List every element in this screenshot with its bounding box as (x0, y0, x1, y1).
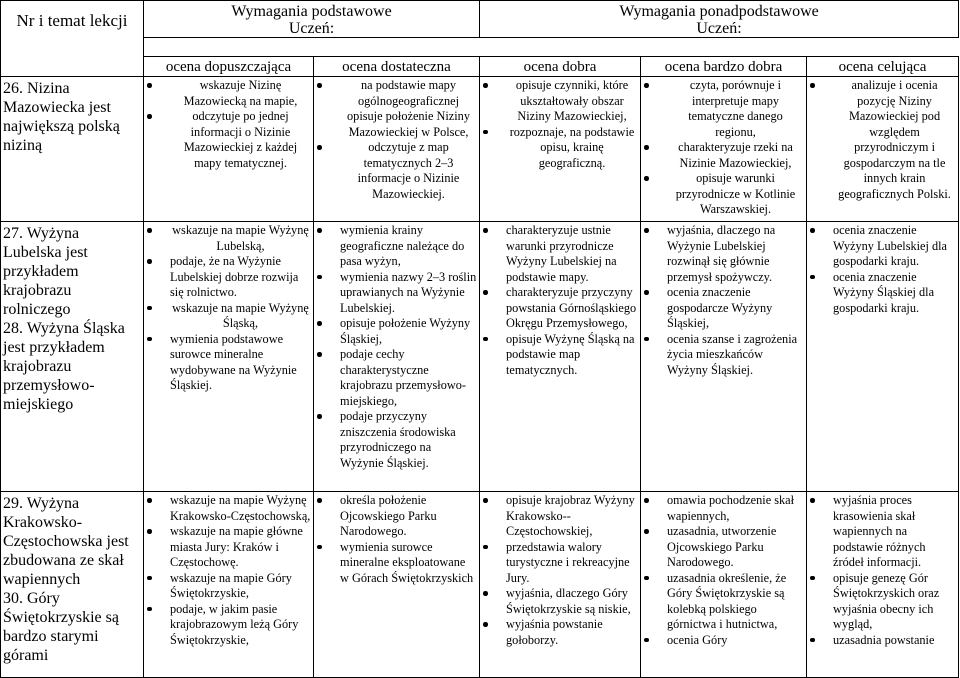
grade-header-dostateczna: ocena dostateczna (314, 57, 480, 77)
requirement-cell (641, 222, 807, 492)
list-item: rozpoznaje, na podstawie opisu, krainę geograficzną. (482, 125, 638, 172)
list-item: analizuje i ocenia pozycję Niziny Mazowieckiej pod względem przyrodniczym i gospodarczym na tle innych krain geograficznych Polski. (809, 78, 956, 202)
list-item: podaje przyczyny zniszczenia środowiska przyrodniczego na Wyżynie Śląskiej. (316, 409, 477, 471)
grade-header-dobra: ocena dobra (480, 57, 641, 77)
list-item: wskazuje na mapie główne miasta Jury: Kraków i Częstochowę. (146, 524, 311, 571)
list-item: opisuje genezę Gór Świętokrzyskich oraz wyjaśnia obecny ich wygląd, (809, 571, 956, 633)
list-item: wskazuje na mapie Wyżynę Krakowsko-Częstochowską, (146, 493, 311, 524)
list-item: czyta, porównuje i interpretuje mapy tematyczne danego regionu, (643, 78, 804, 140)
list-item: charakteryzuje przyczyny powstania Górnośląskiego Okręgu Przemysłowego, (482, 285, 638, 332)
list-item: podaje, że na Wyżynie Lubelskiej dobrze rozwija się rolnictwo. (146, 254, 311, 301)
requirement-cell (144, 222, 314, 492)
list-item: wyjaśnia, dlaczego na Wyżynie Lubelskiej rozwinął się głównie przemysł spożywczy. (643, 223, 804, 285)
list-item: podaje, w jakim pasie krajobrazowym leżą Góry Świętokrzyskie, (146, 602, 311, 649)
table-row (1, 222, 959, 492)
requirement-cell (314, 222, 480, 492)
list-item: opisuje położenie Wyżyny Śląskiej, (316, 316, 477, 347)
list-item: charakteryzuje rzeki na Nizinie Mazowieckiej, (643, 140, 804, 171)
requirement-cell (480, 77, 641, 222)
list-item: charakteryzuje ustnie warunki przyrodnicze Wyżyny Lubelskiej na podstawie mapy. (482, 223, 638, 285)
list-item: ocenia znaczenie Wyżyny Śląskiej dla gospodarki kraju. (809, 270, 956, 317)
list-item: przedstawia walory turystyczne i rekreacyjne Jury. (482, 540, 638, 587)
requirement-cell (807, 77, 959, 222)
grade-header-dopuszczajaca: ocena dopuszczająca (144, 57, 314, 77)
list-item: opisuje Wyżynę Śląską na podstawie map tematycznych. (482, 332, 638, 379)
list-item: wskazuje Nizinę Mazowiecką na mapie, (146, 78, 311, 109)
basic-requirements-header: Wymagania podstawowe Uczeń: (144, 1, 480, 38)
topic-cell (1, 222, 144, 492)
list-item: na podstawie mapy ogólnogeograficznej opisuje położenie Niziny Mazowieckiej w Polsce, (316, 78, 477, 140)
list-item: wskazuje na mapie Wyżynę Lubelską, (146, 223, 311, 254)
requirement-cell (314, 492, 480, 678)
topic-title: 29. Wyżyna Krakowsko-Częstochowska jest zbudowana ze skał wapiennych (3, 495, 129, 588)
list-item: opisuje krajobraz Wyżyny Krakowsko--Częstochowskiej, (482, 493, 638, 540)
advanced-requirements-header: Wymagania ponadpodstawowe Uczeń: (480, 1, 959, 38)
list-item: wymienia surowce mineralne eksploatowane w Górach Świętokrzyskich (316, 540, 477, 587)
list-item: wymienia krainy geograficzne należące do pasa wyżyn, (316, 223, 477, 270)
requirement-cell (807, 492, 959, 678)
table-row (1, 492, 959, 678)
requirement-cell (144, 492, 314, 678)
list-item: wyjaśnia powstanie gołoborzy. (482, 617, 638, 648)
list-item: wymienia podstawowe surowce mineralne wydobywane na Wyżynie Śląskiej. (146, 332, 311, 394)
list-item: wskazuje na mapie Wyżynę Śląską, (146, 301, 311, 332)
topic-title: 30. Góry Świętokrzyskie są bardzo starymi górami (3, 590, 119, 664)
grade-header-celujaca: ocena celująca (807, 57, 959, 77)
list-item: uzasadnia, utworzenie Ojcowskiego Parku Narodowego. (643, 524, 804, 571)
grade-header-bardzo-dobra: ocena bardzo dobra (641, 57, 807, 77)
requirement-cell (480, 492, 641, 678)
list-item: uzasadnia określenie, że Góry Świętokrzyskie są kolebką polskiego górnictwa i hutnictwa, (643, 571, 804, 633)
list-item: określa położenie Ojcowskiego Parku Narodowego. (316, 493, 477, 540)
list-item: ocenia Góry (643, 633, 804, 649)
topic-title: 27. Wyżyna Lubelska jest przykładem krajobrazu rolniczego (3, 225, 88, 318)
list-item: omawia pochodzenie skał wapiennych, (643, 493, 804, 524)
list-item: wyjaśnia proces krasowienia skał wapiennych na podstawie różnych źródeł informacji. (809, 493, 956, 571)
list-item: uzasadnia powstanie (809, 633, 956, 649)
list-item: ocenia znaczenie Wyżyny Lubelskiej dla gospodarki kraju. (809, 223, 956, 270)
list-item: odczytuje po jednej informacji o Nizinie Mazowieckiej z każdej mapy tematycznej. (146, 109, 311, 171)
list-item: odczytuje z map tematycznych 2–3 informacje o Nizinie Mazowieckiej. (316, 140, 477, 202)
requirement-cell (144, 77, 314, 222)
list-item: opisuje warunki przyrodnicze w Kotlinie Warszawskiej. (643, 171, 804, 218)
requirement-cell (641, 492, 807, 678)
list-item: ocenia szanse i zagrożenia życia mieszkańców Wyżyny Śląskiej. (643, 332, 804, 379)
list-item: wymienia nazwy 2–3 roślin uprawianych na Wyżynie Lubelskiej. (316, 270, 477, 317)
list-item: wskazuje na mapie Góry Świętokrzyskie, (146, 571, 311, 602)
list-item: podaje cechy charakterystyczne krajobrazu przemysłowo-miejskiego, (316, 347, 477, 409)
topic-cell (1, 492, 144, 678)
topic-column-header: Nr i temat lekcji (1, 1, 144, 77)
topic-title: 28. Wyżyna Śląska jest przykładem krajobrazu przemysłowo-miejskiego (3, 320, 125, 413)
list-item: wyjaśnia, dlaczego Góry Świętokrzyskie są niskie, (482, 586, 638, 617)
requirement-cell (807, 222, 959, 492)
requirement-cell (314, 77, 480, 222)
list-item: opisuje czynniki, które ukształtowały obszar Niziny Mazowieckiej, (482, 78, 638, 125)
requirement-cell (480, 222, 641, 492)
topic-cell (1, 77, 144, 222)
requirement-cell (641, 77, 807, 222)
topic-title: 26. Nizina Mazowiecka jest największą polską niziną (3, 80, 120, 154)
list-item: ocenia znaczenie gospodarcze Wyżyny Śląskiej, (643, 285, 804, 332)
table-row (1, 77, 959, 222)
